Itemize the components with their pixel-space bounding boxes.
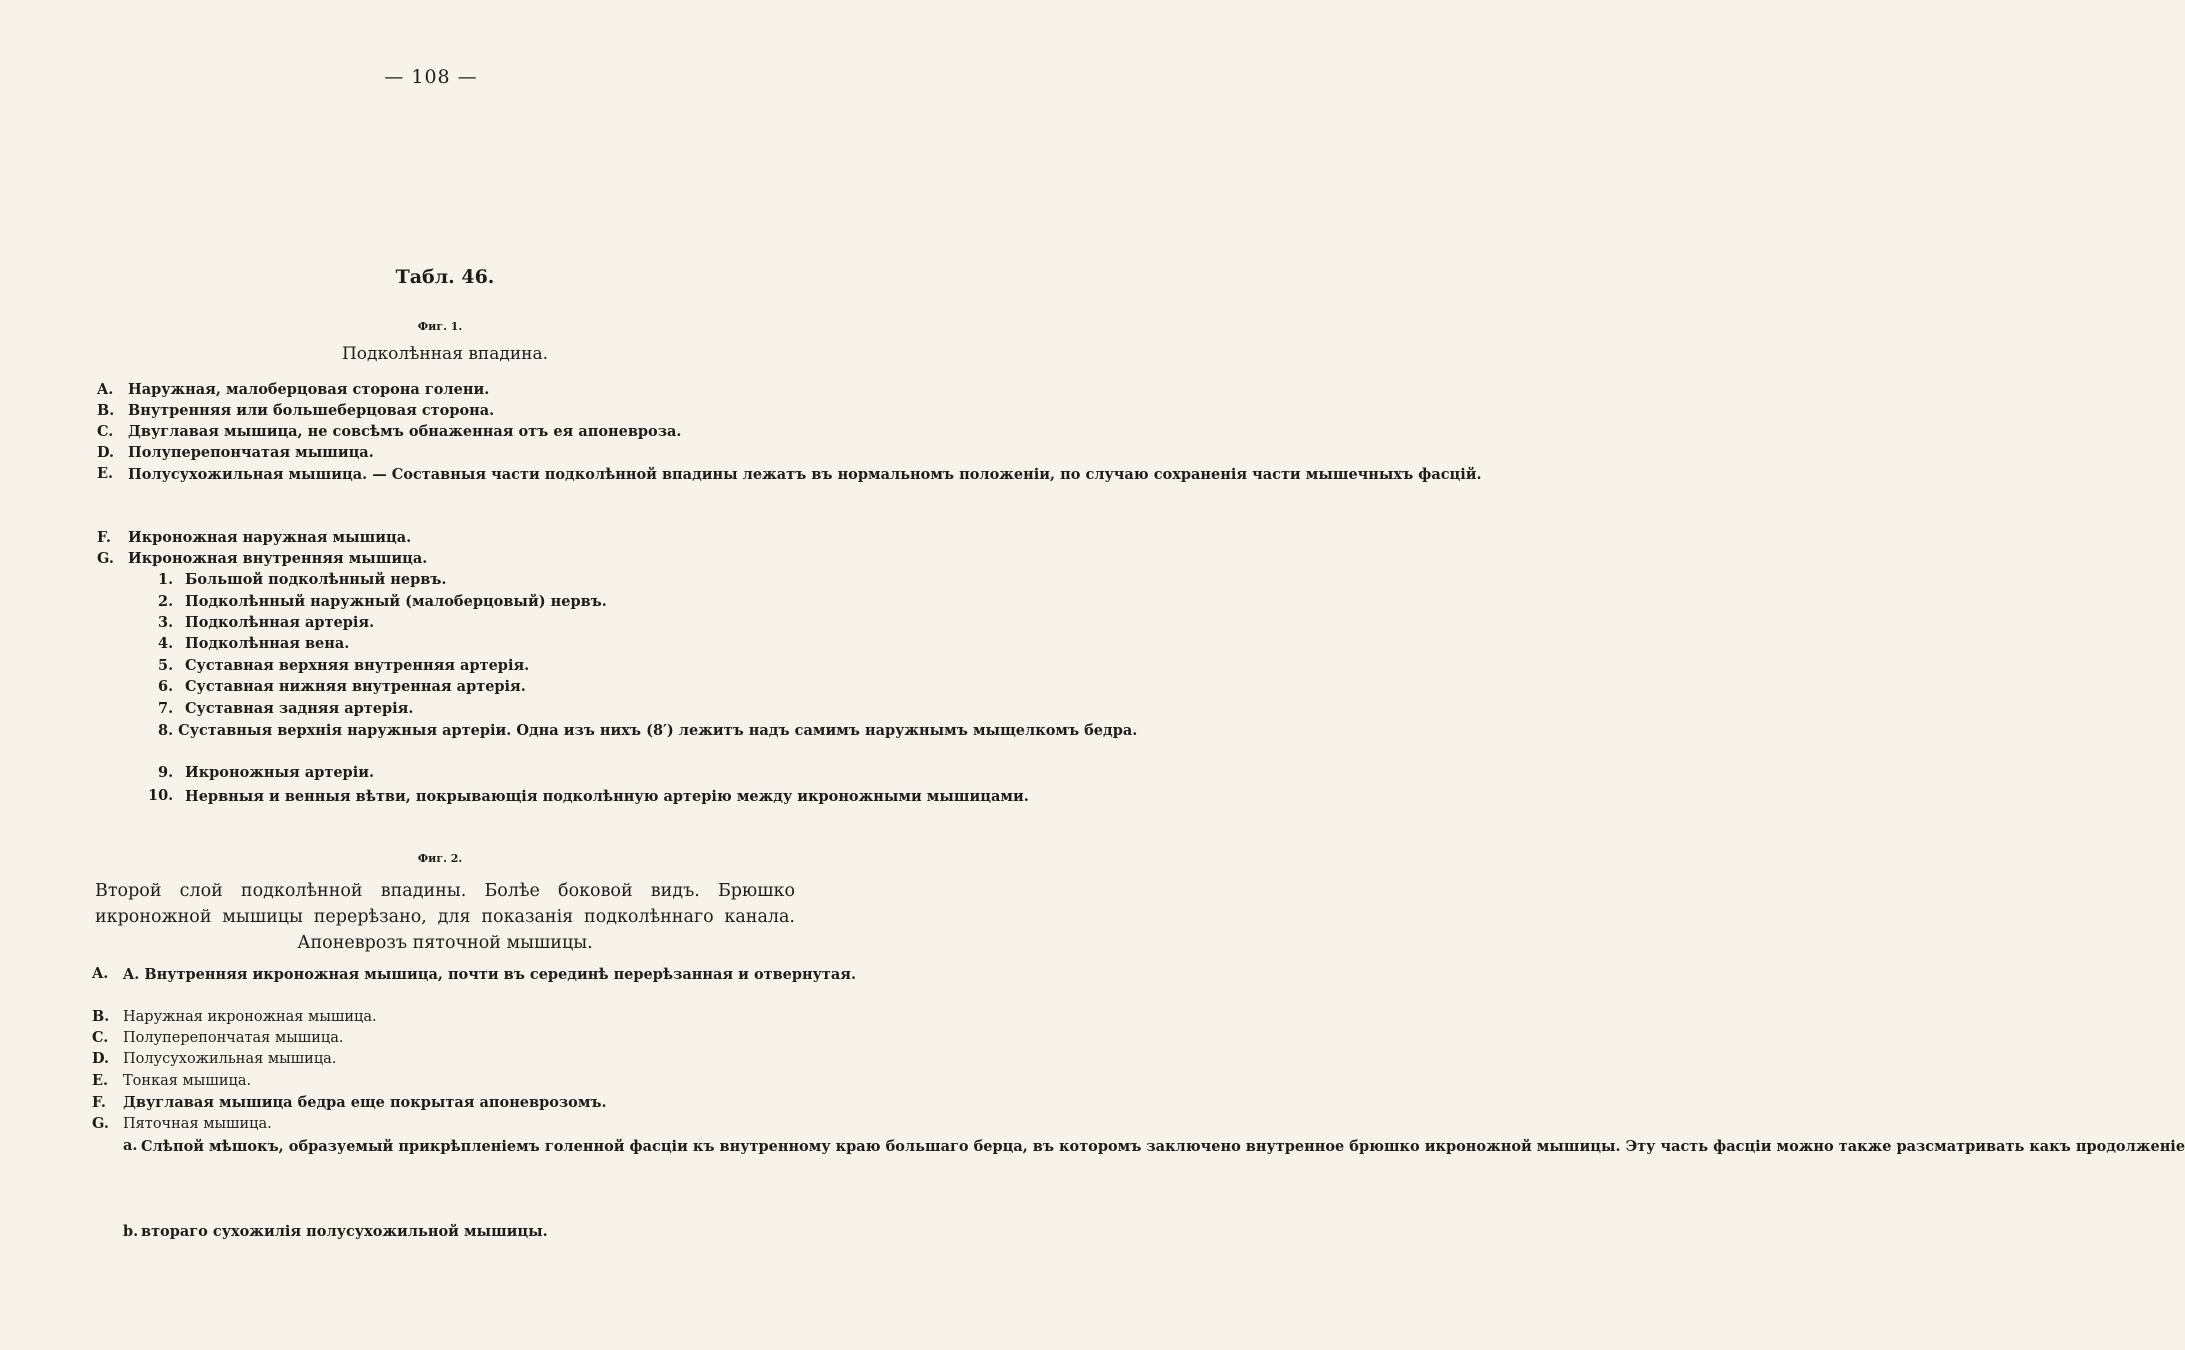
legend-text: Двуглавая мышица бедра еще покрытая апоневрозомъ. (123, 1094, 607, 1111)
number-key: 2. (158, 593, 174, 610)
legend-text: Пяточная мышица. (123, 1116, 272, 1132)
numbered-text: Подколѣнная артерія. (185, 614, 375, 631)
legend-text: Внутренняя или большеберцовая сторона. (128, 402, 495, 419)
legend-key: G. (97, 550, 114, 567)
legend-key: C. (97, 423, 114, 440)
legend-key: C. (92, 1029, 109, 1046)
legend-key: D. (97, 444, 115, 461)
legend-text: A. Внутренняя икроножная мышица, почти въ серединѣ перерѣзанная и отвернутая. (123, 966, 857, 983)
legend-key: G. (92, 1115, 109, 1132)
legend-key: E. (97, 465, 114, 482)
legend-key: B. (92, 1008, 110, 1025)
sub-key: a. (123, 1137, 138, 1154)
sub-text: втораго сухожилія полусухожильной мышицы. (141, 1223, 548, 1240)
numbered-text: Подколѣнный наружный (малоберцовый) нервъ. (185, 593, 607, 610)
legend-text: Полуперепончатая мышица. (123, 1030, 344, 1046)
legend-text: Икроножная наружная мышица. (128, 529, 412, 546)
legend-text: Икроножная внутренняя мышица. (128, 550, 428, 567)
numbered-text: Большой подколѣнный нервъ. (185, 571, 447, 588)
legend-text: Двуглавая мышица, не совсѣмъ обнаженная отъ ея апоневроза. (128, 423, 682, 440)
table-title: Табл. 46. (395, 266, 495, 288)
number-key: 3. (158, 614, 174, 631)
legend-key: A. (97, 381, 114, 398)
legend-text: Наружная икроножная мышица. (123, 1009, 377, 1025)
legend-key: F. (97, 529, 111, 546)
number-key: 10. (148, 787, 174, 804)
legend-text: Полуперепончатая мышица. (128, 444, 374, 461)
legend-key: E. (92, 1072, 109, 1089)
fig2-label: Фиг. 2. (417, 852, 463, 865)
numbered-text: Суставная задняя артерія. (185, 700, 414, 717)
number-key: 7. (158, 700, 174, 717)
legend-key: A. (92, 965, 109, 982)
number-key: 6. (158, 678, 174, 695)
legend-text: Наружная, малоберцовая сторона голени. (128, 381, 490, 398)
numbered-text: Суставная верхняя внутренняя артерія. (185, 657, 530, 674)
number-key: 4. (158, 635, 174, 652)
legend-key: D. (92, 1050, 110, 1067)
legend-text: Полусухожильная мышица. (123, 1051, 337, 1067)
page-number: — 108 — (384, 66, 478, 88)
fig1-label: Фиг. 1. (417, 320, 463, 333)
numbered-text: Суставная нижняя внутренная артерія. (185, 678, 526, 695)
legend-key: F. (92, 1094, 106, 1111)
number-key: 9. (158, 764, 174, 781)
fig1-title: Подколѣнная впадина. (341, 344, 549, 364)
sub-key: b. (123, 1223, 139, 1240)
numbered-text: Подколѣнная вена. (185, 635, 350, 652)
numbered-text: Икроножныя артеріи. (185, 764, 375, 781)
numbered-text: 8. Суставныя верхнія наружныя артеріи. Одна изъ нихъ (8′) лежитъ надъ самимъ наружнымъ мыщелкомъ бедра. (158, 722, 1138, 739)
sub-text: Слѣпой мѣшокъ, образуемый прикрѣпленіемъ голенной фасціи къ внутренному краю большаго берца, въ которомъ заключено внутренное брюшко икроножной мышицы. Эту часть фасціи можно также разсматривать какъ продолженіе (141, 1138, 2185, 1155)
fig2-title: Второй слой подколѣнной впадины. Болѣе боковой видъ. Брюшко икроножной мышицы перерѣзано, для показанія подколѣннаго канала. Апоневрозъ пяточной мышицы. (95, 881, 795, 953)
legend-key: B. (97, 402, 115, 419)
numbered-text: Нервныя и венныя вѣтви, покрывающія подколѣнную артерію между икроножными мышицами. (185, 788, 1029, 805)
legend-text: Тонкая мышица. (123, 1073, 252, 1089)
number-key: 5. (158, 657, 174, 674)
number-key: 1. (158, 571, 174, 588)
legend-text: Полусухожильная мышица. — Составныя части подколѣнной впадины лежатъ въ нормальномъ положеніи, по случаю сохраненія части мышечныхъ фасцій. (128, 466, 1482, 483)
